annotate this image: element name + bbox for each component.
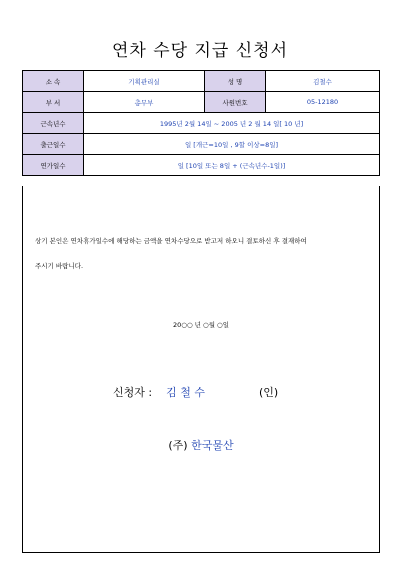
company-prefix: (주) <box>168 439 188 452</box>
empno-value: 05-12180 <box>266 92 380 113</box>
statement-box <box>22 186 380 553</box>
seal-mark: (인) <box>258 386 279 399</box>
division-value: 총무부 <box>84 92 205 113</box>
page-title: 연차 수당 지급 신청서 <box>111 41 288 61</box>
table-row <box>23 71 380 92</box>
applicant-name: 김 철 수 <box>166 386 205 399</box>
table-row <box>23 155 380 176</box>
tenure-label: 근속년수 <box>23 113 84 134</box>
division-label: 부 서 <box>23 92 84 113</box>
statement-line-1: 상기 본인은 연차휴가일수에 해당하는 금액을 연차수당으로 받고저 하오니 결토하신 후 결재하여 <box>35 237 307 245</box>
table-row <box>23 134 380 155</box>
leave-label: 연가일수 <box>23 155 84 176</box>
applicant-line <box>113 384 278 400</box>
application-date: 20○○ 년 ○월 ○일 <box>173 321 229 329</box>
attendance-value: 일 [개근=10일 , 9할 이상=8일] <box>84 134 380 155</box>
company-line <box>23 437 379 453</box>
name-label: 성 명 <box>205 71 266 92</box>
leave-value: 일 [10일 또는 8일 + (근속년수-1일)] <box>84 155 380 176</box>
empno-label: 사원번호 <box>205 92 266 113</box>
statement-line-2: 주시기 바랍니다. <box>35 262 84 270</box>
tenure-value: 1995년 2월 14일 ~ 2005 년 2 월 14 일[ 10 년] <box>84 113 380 134</box>
table-row <box>23 92 380 113</box>
dept-value: 기획관리실 <box>84 71 205 92</box>
attendance-label: 출근일수 <box>23 134 84 155</box>
company-name: 한국물산 <box>191 439 234 452</box>
table-row <box>23 113 380 134</box>
applicant-label: 신청자 : <box>113 386 153 399</box>
dept-label: 소 속 <box>23 71 84 92</box>
application-form-table <box>22 70 380 176</box>
name-value: 김철수 <box>266 71 380 92</box>
